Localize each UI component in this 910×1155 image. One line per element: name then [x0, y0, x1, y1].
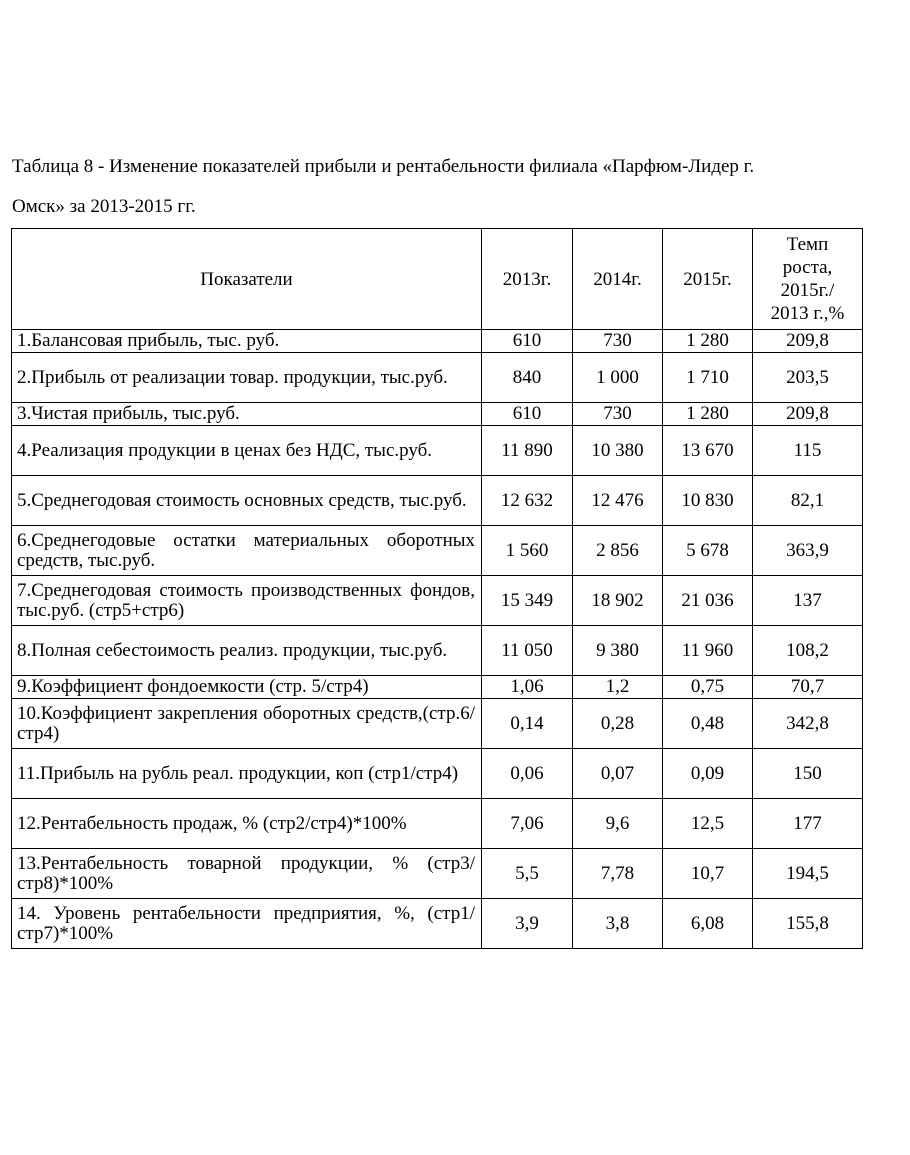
row-value-2015: 12,5	[663, 799, 753, 849]
row-growth-rate: 194,5	[753, 849, 863, 899]
header-2015: 2015г.	[663, 229, 753, 330]
row-indicator: 12.Рентабельность продаж, % (стр2/стр4)*100%	[12, 799, 482, 849]
row-value-2015: 13 670	[663, 426, 753, 476]
row-value-2013: 840	[482, 353, 573, 403]
row-value-2015: 11 960	[663, 626, 753, 676]
row-value-2013: 15 349	[482, 576, 573, 626]
row-growth-rate: 155,8	[753, 899, 863, 949]
row-growth-rate: 342,8	[753, 699, 863, 749]
row-value-2015: 21 036	[663, 576, 753, 626]
row-indicator: 7.Среднегодовая стоимость производственных фондов, тыс.руб. (стр5+стр6)	[12, 576, 482, 626]
row-value-2015: 10 830	[663, 476, 753, 526]
table-row	[12, 749, 863, 799]
row-value-2013: 12 632	[482, 476, 573, 526]
table-row	[12, 526, 863, 576]
row-value-2013: 0,06	[482, 749, 573, 799]
row-value-2014: 12 476	[573, 476, 663, 526]
row-value-2015: 1 280	[663, 403, 753, 426]
row-growth-rate: 137	[753, 576, 863, 626]
row-value-2013: 7,06	[482, 799, 573, 849]
row-value-2014: 10 380	[573, 426, 663, 476]
row-indicator: 9.Коэффициент фондоемкости (стр. 5/стр4)	[12, 676, 482, 699]
row-value-2014: 0,07	[573, 749, 663, 799]
row-value-2015: 6,08	[663, 899, 753, 949]
row-value-2014: 0,28	[573, 699, 663, 749]
table-row	[12, 403, 863, 426]
header-2013: 2013г.	[482, 229, 573, 330]
row-growth-rate: 108,2	[753, 626, 863, 676]
row-value-2015: 10,7	[663, 849, 753, 899]
row-growth-rate: 150	[753, 749, 863, 799]
table-row	[12, 699, 863, 749]
row-value-2014: 7,78	[573, 849, 663, 899]
caption-line-1: Таблица 8 - Изменение показателей прибыли и рентабельности филиала «Парфюм-Лидер г.	[12, 156, 755, 177]
row-value-2013: 3,9	[482, 899, 573, 949]
header-growth-line-3: 2015г./	[780, 280, 835, 301]
row-value-2014: 9,6	[573, 799, 663, 849]
row-indicator: 6.Среднегодовые остатки материальных оборотных средств, тыс.руб.	[12, 526, 482, 576]
header-growth-line-2: роста,	[782, 257, 833, 278]
row-indicator: 5.Среднегодовая стоимость основных средств, тыс.руб.	[12, 476, 482, 526]
row-growth-rate: 115	[753, 426, 863, 476]
header-growth-line-1: Темп	[786, 234, 829, 255]
row-growth-rate: 209,8	[753, 403, 863, 426]
table-row	[12, 576, 863, 626]
row-value-2013: 11 050	[482, 626, 573, 676]
row-value-2013: 0,14	[482, 699, 573, 749]
row-value-2014: 730	[573, 403, 663, 426]
indicators-table	[11, 228, 863, 949]
row-indicator: 14. Уровень рентабельности предприятия, %, (стр1/стр7)*100%	[12, 899, 482, 949]
header-indicator: Показатели	[12, 229, 482, 330]
row-value-2015: 0,75	[663, 676, 753, 699]
row-growth-rate: 177	[753, 799, 863, 849]
row-indicator: 10.Коэффициент закрепления оборотных средств,(стр.6/стр4)	[12, 699, 482, 749]
row-indicator: 4.Реализация продукции в ценах без НДС, тыс.руб.	[12, 426, 482, 476]
row-growth-rate: 209,8	[753, 330, 863, 353]
row-value-2013: 5,5	[482, 849, 573, 899]
row-indicator: 1.Балансовая прибыль, тыс. руб.	[12, 330, 482, 353]
row-value-2015: 5 678	[663, 526, 753, 576]
row-growth-rate: 363,9	[753, 526, 863, 576]
table-row	[12, 426, 863, 476]
table-row	[12, 899, 863, 949]
row-indicator: 2.Прибыль от реализации товар. продукции, тыс.руб.	[12, 353, 482, 403]
row-growth-rate: 203,5	[753, 353, 863, 403]
row-value-2015: 1 710	[663, 353, 753, 403]
row-value-2014: 9 380	[573, 626, 663, 676]
row-indicator: 11.Прибыль на рубль реал. продукции, коп (стр1/стр4)	[12, 749, 482, 799]
row-value-2013: 1,06	[482, 676, 573, 699]
row-value-2014: 2 856	[573, 526, 663, 576]
row-value-2014: 1 000	[573, 353, 663, 403]
table-row	[12, 799, 863, 849]
table-row	[12, 476, 863, 526]
caption-line-2: Омск» за 2013-2015 гг.	[12, 196, 196, 217]
row-value-2013: 610	[482, 330, 573, 353]
row-value-2013: 1 560	[482, 526, 573, 576]
table-row	[12, 849, 863, 899]
table-row	[12, 676, 863, 699]
table-row	[12, 626, 863, 676]
header-growth-rate	[753, 229, 863, 330]
row-indicator: 13.Рентабельность товарной продукции, % (стр3/стр8)*100%	[12, 849, 482, 899]
table-header-row	[12, 229, 863, 330]
row-value-2014: 1,2	[573, 676, 663, 699]
row-value-2014: 3,8	[573, 899, 663, 949]
row-value-2015: 0,09	[663, 749, 753, 799]
row-value-2015: 0,48	[663, 699, 753, 749]
header-2014: 2014г.	[573, 229, 663, 330]
table-caption	[12, 147, 907, 227]
header-growth-line-4: 2013 г.,%	[770, 303, 845, 324]
row-value-2013: 610	[482, 403, 573, 426]
row-indicator: 8.Полная себестоимость реализ. продукции, тыс.руб.	[12, 626, 482, 676]
row-value-2014: 730	[573, 330, 663, 353]
row-value-2013: 11 890	[482, 426, 573, 476]
row-value-2014: 18 902	[573, 576, 663, 626]
row-growth-rate: 70,7	[753, 676, 863, 699]
row-value-2015: 1 280	[663, 330, 753, 353]
table-row	[12, 353, 863, 403]
table-row	[12, 330, 863, 353]
row-indicator: 3.Чистая прибыль, тыс.руб.	[12, 403, 482, 426]
row-growth-rate: 82,1	[753, 476, 863, 526]
